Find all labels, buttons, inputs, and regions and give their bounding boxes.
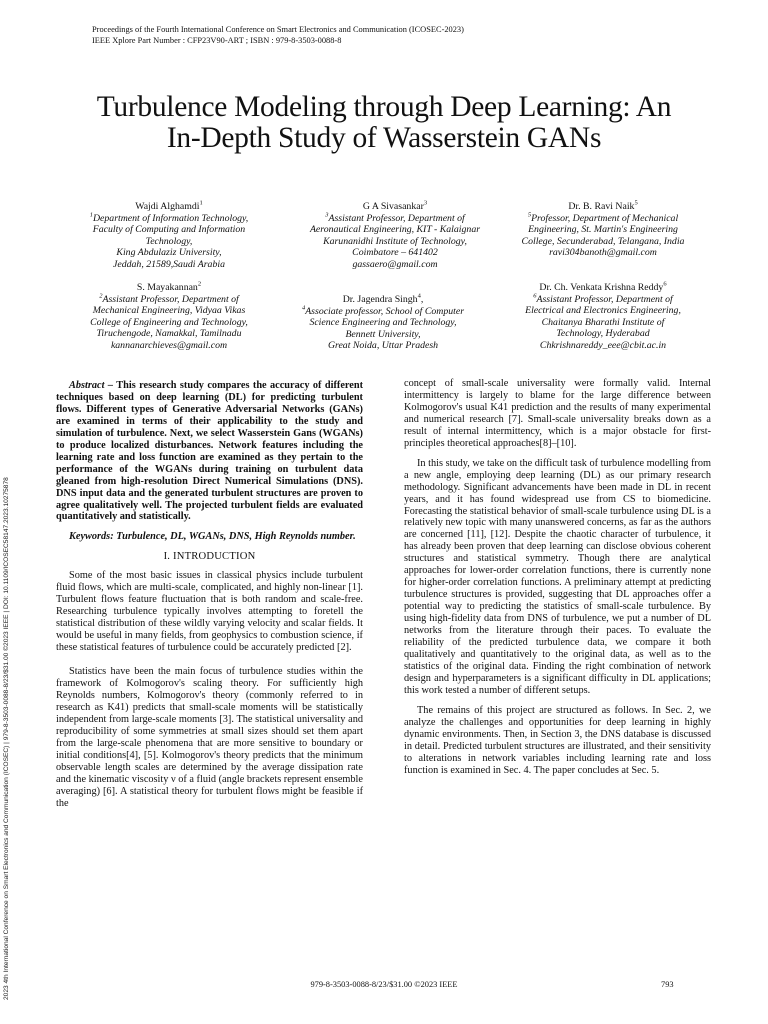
abstract-text: This research study compares the accuracy of different techniques based on deep learning (DL) for predicting turbulent flows. Different types of Generative Adversarial Networks (GANs) are examined in terms of their applicability to the study and simulation of turbulence. Next, we select Wasserstein Gans (WGANs) to produce localized disturbances. Network features including the learning rate and loss function are examined as they pertain to the performance of the WGANs during training on turbulent data gleaned from high-resolution Direct Numerical Simulations (DNS). DNS input data and the generated turbulent structures are proven to agree qualitatively well. The projected turbulent fields are evaluated quantitatively and statistically.: [56, 380, 363, 523]
paragraph: Statistics have been the main focus of turbulence studies within the framework of Kolmogorov's scaling theory. For sufficiently high Reynolds numbers, Kolmogorov's theory (commonly referred to in research as K41) predicts that small-scale moments will be statistically independent from large-scale moments [3]. The statistical universality and reproducibility of some symmetries at small sizes should set them apart from the large-scale phenomena that are more sensitive to boundary or initial conditions[4], [5]. Kolmogorov's theory predicts that the minimum observable length scales are determined by the average dissipation rate and the kinematic viscosity ν of a fluid (angle brackets represent ensemble averaging) [6]. A statistical theory for turbulent flows might be feasible if the: [56, 666, 363, 809]
author-affiliation-line: Assistant Professor, Department of: [536, 293, 673, 305]
author-affiliation-line: College, Secunderabad, Telangana, India: [521, 235, 685, 247]
author-affiliation-line: Associate professor, School of Computer: [305, 305, 465, 317]
paragraph: The remains of this project are structured as follows. In Sec. 2, we analyze the challenges and opportunities for deep learning in highly dynamic environments. Then, in Section 3, the DNS database is discussed in detail. Predicted turbulent structures are illustrated, and their sensitivity to alterations in network variables including learning rate and loss function is examined in Sec. 4. The paper concludes at Sec. 5.: [404, 704, 711, 776]
paragraph: concept of small-scale universality were formally valid. Internal intermittency is largely to blame for the large difference between Kolmogorov's usual K41 prediction and the results of many experimental and numerical research [7]. Small-scale universality breaks down as a result of internal intermittency, which is a major obstacle for first-principles theoretical approaches[8]–[10].: [404, 378, 711, 449]
paragraph: Some of the most basic issues in classical physics include turbulent fluid flows, which are multi-scale, complicated, and highly non-linear [1]. Turbulent flows feature fluctuation that is both random and scale-free. Researching turbulence typically involves attempting to foretell the statistical distribution of these wildly varying velocity and scalar fields. It would be useful in many fields, from geophysics to combustion science, if these statistical features of turbulence could be accurately predicted [2].: [56, 570, 363, 654]
author-sup: 4: [417, 292, 421, 300]
author-affiliation-line: Professor, Department of Mechanical: [531, 212, 679, 224]
section-heading-introduction: I. INTRODUCTION: [163, 551, 256, 563]
author-affiliation-line: Technology,: [145, 235, 193, 247]
author-affiliation-line: Engineering, St. Martin's Engineering: [528, 224, 678, 236]
author-block-5: Dr. B. Ravi Naik$^5$ $^5$Professor, Department of Mechanical Engineering, St. Martin's Engineering College, Secunderabad, Telangana, India ravi304banoth@gmail.com: [490, 201, 716, 259]
keywords-label: Keywords:: [69, 531, 114, 543]
author-affiliation-line: King Abdulaziz University,: [116, 247, 222, 259]
author-sup: 6: [663, 280, 667, 288]
author-affiliation-line: Assistant Professor, Department of: [328, 212, 465, 224]
author-name: Dr. Ch. Venkata Krishna Reddy: [539, 282, 664, 293]
left-column: [56, 380, 363, 817]
author-affiliation-line: Technology, Hyderabad: [556, 328, 650, 340]
author-sup: 5: [634, 199, 638, 207]
keywords: [56, 531, 363, 543]
abstract: [56, 380, 363, 523]
title-line-2: In-Depth Study of Wasserstein GANs: [166, 122, 602, 154]
author-affiliation-line: Electrical and Electronics Engineering,: [525, 305, 681, 317]
author-name: Wajdi Alghamdi: [135, 201, 200, 212]
author-block-6: Dr. Ch. Venkata Krishna Reddy$^6$ $^6$Assistant Professor, Department of Electrical and Electronics Engineering, Chaitanya Bharathi Institute of Technology, Hyderabad Chkrishnareddy_eee@cbit.ac.in: [490, 282, 716, 352]
author-block-4: Dr. Jagendra Singh$^4$, $^4$Associate professor, School of Computer Science Engineering and Technology, Bennett University, Great Noida, Uttar Pradesh: [270, 294, 496, 352]
paragraph: In this study, we take on the difficult task of turbulence modelling from a new angle, employing deep learning (DL) as our primary research methodology. Significant advancements have been made in DL in recent years, and it has found widespread use from CS to biomedicine. Forecasting the statistical behavior of small-scale turbulence using DL is a relatively new topic with many unanswered concerns, as far as the authors are concerned [11], [12]. Despite the chaotic character of turbulence, it has already been proven that deep learning can disclose obvious coherent structures and statistical symmetry. Though there are analytical approaches for lower-order correlation functions, there is currently none for higher-order correlation functions. A preliminary attempt at predicting turbulence structures is provided, suggesting that DL approaches offer a potential way to predicting the statistics of small-scale turbulence. By using high-fidelity data from DNS of turbulence, we put a number of DL networks from the literature through their paces. To evaluate the reliability of the predicted turbulence data, we compare it both qualitatively and quantitatively to the original data, as well as to the statistics of the original data. Finding the right combination of network design and hyperparameters is a significant difficulty in DL applications; this work tested a number of different setups.: [404, 457, 711, 696]
author-affiliation-line: Mechanical Engineering, Vidyaa Vikas: [92, 305, 246, 317]
header-line-1: Proceedings of the Fourth International Conference on Smart Electronics and Communication (ICOSEC-2023): [92, 25, 464, 34]
author-affiliation-line: Chaitanya Bharathi Institute of: [541, 316, 665, 328]
author-sup: 2: [197, 280, 202, 288]
author-affiliation-line: Faculty of Computing and Information: [92, 224, 246, 236]
author-affiliation-line: Karunanidhi Institute of Technology,: [323, 235, 467, 247]
author-email: gassaero@gmail.com: [352, 258, 438, 270]
author-affiliation-line: Assistant Professor, Department of: [102, 293, 239, 305]
author-affiliation-line: College of Engineering and Technology,: [90, 316, 248, 328]
author-email: ravi304banoth@gmail.com: [549, 247, 657, 259]
keywords-text: Turbulence, DL, WGANs, DNS, High Reynolds number.: [116, 531, 356, 543]
author-affiliation-line: Tiruchengode, Namakkal, Tamilnadu: [96, 328, 242, 340]
author-email: Chkrishnareddy_eee@cbit.ac.in: [539, 339, 667, 351]
author-affiliation-line: Science Engineering and Technology,: [309, 317, 457, 329]
author-affiliation-line: Aeronautical Engineering, KIT - Kalaignar: [309, 224, 481, 236]
author-block-1: Wajdi Alghamdi$^1$ $^1$Department of Information Technology, Faculty of Computing and Information Technology, King Abdulaziz University, Jeddah, 21589,Saudi Arabia: [56, 201, 282, 271]
author-affiliation-line: Coimbatore – 641402: [352, 247, 438, 259]
author-name: Dr. B. Ravi Naik: [568, 201, 635, 212]
author-block-3: G A Sivasankar$^3$ $^3$Assistant Professor, Department of Aeronautical Engineering, KIT - Kalaignar Karunanidhi Institute of Technology, Coimbatore – 641402 gassaero@gmail.com: [282, 201, 508, 271]
author-affiliation-line: Bennett University,: [345, 328, 421, 340]
author-email: kannanarchieves@gmail.com: [110, 339, 228, 351]
author-affiliation-line: Jeddah, 21589,Saudi Arabia: [113, 258, 225, 270]
author-name: S. Mayakannan: [136, 282, 198, 293]
title-line-1: Turbulence Modeling through Deep Learning: An: [96, 91, 672, 123]
author-affiliation-line: Great Noida, Uttar Pradesh: [327, 340, 439, 352]
header-line-2: IEEE Xplore Part Number : CFP23V90-ART ; ISBN : 979-8-3503-0088-8: [92, 36, 342, 45]
paper-title: [40, 92, 728, 154]
page-number: 793: [661, 980, 674, 989]
right-column: [404, 378, 711, 785]
side-citation-strip: 2023 4th International Conference on Smart Electronics and Communication (ICOSEC) | 979-8-3503-0088-8/23/$31.00 ©2023 IEEE | DOI: 10.1109/ICOSEC58147.2023.10275878: [3, 477, 10, 1000]
author-sup: 1: [199, 199, 203, 207]
author-block-2: S. Mayakannan$^2$ $^2$Assistant Professor, Department of Mechanical Engineering, Vidyaa Vikas College of Engineering and Technology, Tiruchengode, Namakkal, Tamilnadu kannanarchieves@gmail.com: [56, 282, 282, 352]
abstract-label: Abstract –: [69, 380, 114, 391]
conference-header: [92, 24, 464, 46]
author-name: G A Sivasankar: [362, 201, 424, 212]
author-sup: 3: [423, 199, 428, 207]
footer-copyright: 979-8-3503-0088-8/23/$31.00 ©2023 IEEE: [310, 980, 458, 989]
author-affiliation-line: Department of Information Technology,: [92, 212, 249, 224]
author-name: Dr. Jagendra Singh: [342, 294, 418, 305]
